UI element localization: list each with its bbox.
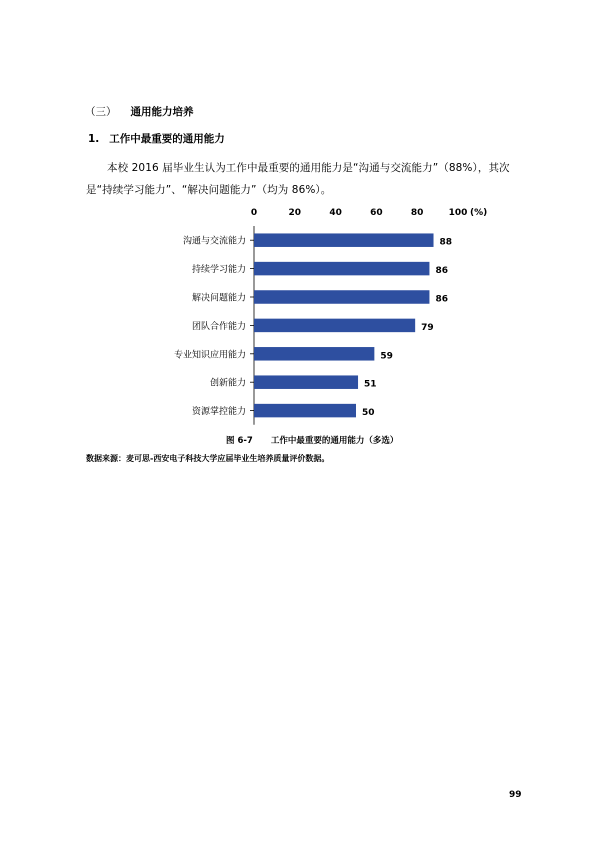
- data-source-note: 数据来源：麦可思-西安电子科技大学应届毕业生培养质量评价数据。: [86, 454, 330, 463]
- category-label: 持续学习能力: [191, 265, 246, 276]
- category-label: 创新能力: [209, 378, 246, 389]
- bar: [254, 290, 429, 304]
- section-title: 通用能力培养: [130, 106, 194, 118]
- subsection-title: 工作中最重要的通用能力: [109, 133, 225, 145]
- x-tick-label: 20: [288, 208, 302, 218]
- figure-number: 图 6-7: [226, 436, 253, 446]
- section-number: （三）: [85, 106, 117, 118]
- data-label: 59: [380, 351, 393, 362]
- data-label: 88: [439, 237, 453, 248]
- data-label: 51: [364, 379, 377, 390]
- bar: [254, 347, 374, 361]
- category-label: 资源掌控能力: [191, 407, 246, 418]
- x-tick-label: 80: [410, 208, 424, 218]
- x-unit-label: (%): [470, 208, 488, 218]
- category-label: 解决问题能力: [191, 293, 246, 304]
- x-tick-label: 40: [329, 208, 342, 218]
- bar: [254, 233, 434, 247]
- bar: [254, 404, 356, 418]
- body-paragraph: 本校 2016 届毕业生认为工作中最重要的通用能力是“沟通与交流能力”（88%），其次是“持续学习能力”、“解决问题能力”（均为 86%）。: [86, 162, 510, 196]
- x-tick-label: 0: [250, 208, 258, 218]
- category-label: 专业知识应用能力: [173, 350, 246, 361]
- category-label: 沟通与交流能力: [182, 236, 246, 247]
- figure-title: 工作中最重要的通用能力（多选）: [270, 436, 399, 446]
- subsection-number: 1.: [88, 133, 100, 145]
- data-label: 79: [421, 322, 434, 333]
- bar: [254, 262, 429, 276]
- data-label: 86: [435, 266, 448, 277]
- x-tick-label: 60: [370, 208, 383, 218]
- figure-caption: [226, 434, 398, 446]
- bar: [254, 375, 358, 389]
- x-tick-label: 100: [448, 208, 468, 218]
- data-label: 86: [435, 294, 448, 305]
- category-label: 团队合作能力: [191, 321, 246, 332]
- page-number: 99: [509, 790, 522, 800]
- bar: [254, 319, 415, 333]
- data-label: 50: [362, 408, 375, 419]
